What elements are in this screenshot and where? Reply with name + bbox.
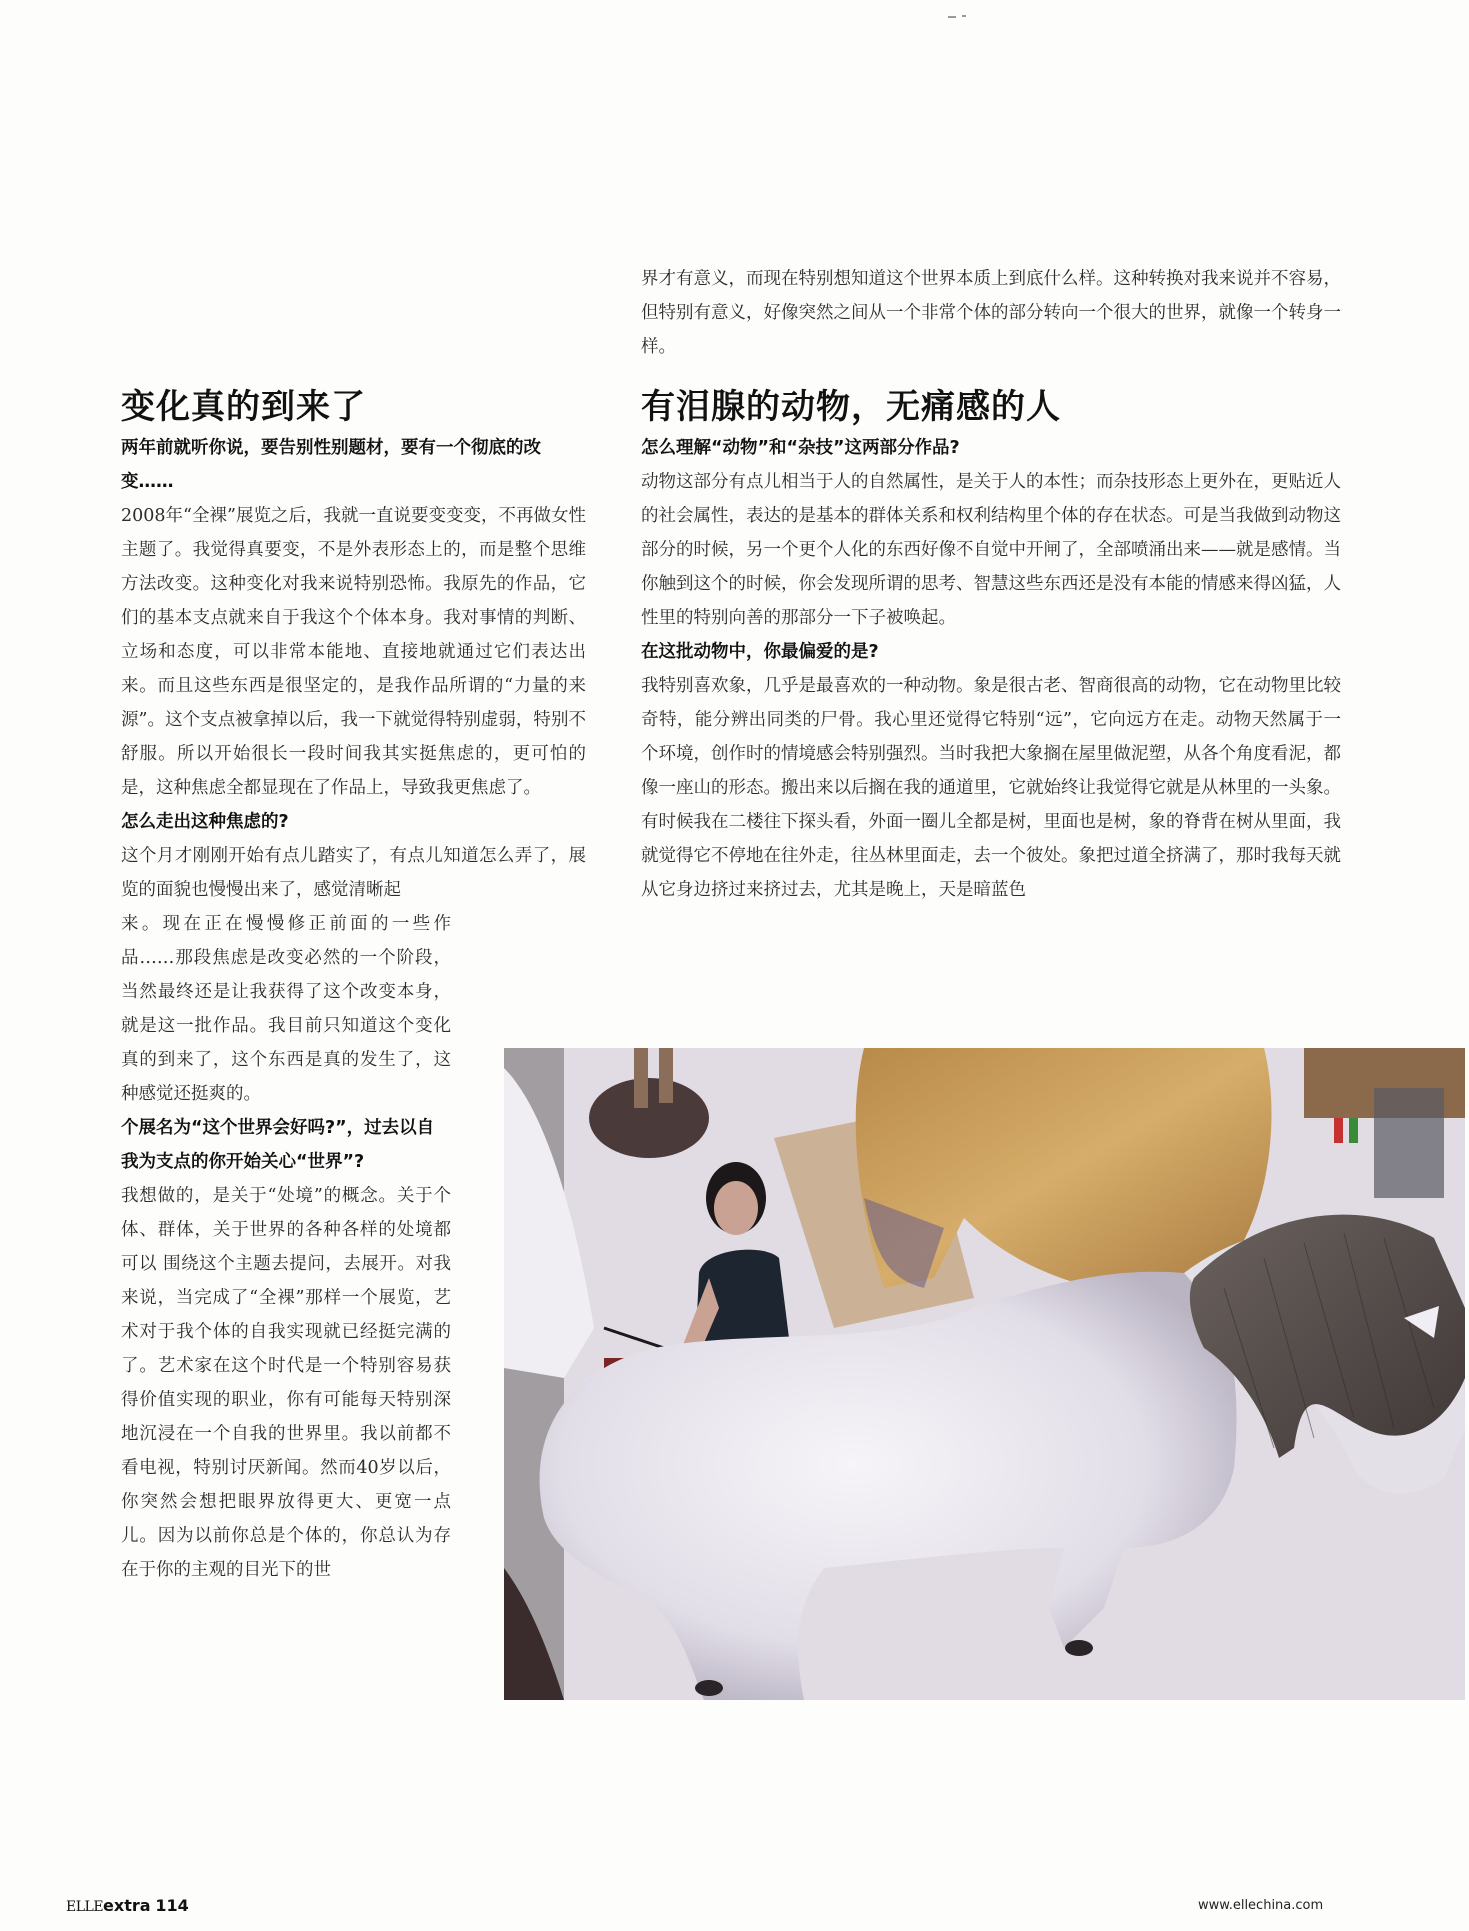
continuation-text-block	[641, 262, 1341, 364]
section-headline: 变化真的到来了	[121, 387, 366, 427]
right-article-column	[641, 385, 1341, 907]
interview-question: 两年前就听你说，要告别性别题材，要有一个彻底的改变……	[121, 438, 541, 492]
interview-question: 怎么走出这种焦虑的?	[121, 812, 289, 832]
horse-sculpture-illustration	[504, 1048, 1465, 1700]
scan-speck	[962, 15, 966, 17]
interview-answer-continued: 来。现在正在慢慢修正前面的一些作品……那段焦虑是改变必然的一个阶段，当然最终还是让我获得了这个改变本身，就是这一批作品。我目前只知道这个变化真的到来了，这个东西是真的发生了，这种感觉还挺爽的。	[121, 914, 451, 1104]
interview-answer: 我想做的，是关于“处境”的概念。关于个体、群体，关于世界的各种各样的处境都可以 围绕这个主题去提问，去展开。对我来说，当完成了“全裸”那样一个展览，艺术对于我个体的自我实现就已经挺完满的了。艺术家在这个时代是一个特别容易获得价值实现的职业，你有可能每天特别深地沉浸在一个自我的世界里。我以前都不看电视，特别讨厌新闻。然而40岁以后，你突然会想把眼界放得更大、更宽一点儿。因为以前你总是个体的，你总认为存在于你的主观的目光下的世	[121, 1186, 451, 1580]
interview-answer: 2008年“全裸”展览之后，我就一直说要变变变，不再做女性主题了。我觉得真要变，不是外表形态上的，而是整个思维方法改变。这种变化对我来说特别恐怖。我原先的作品，它们的基本支点就来自于我这个个体本身。我对事情的判断、立场和态度，可以非常本能地、直接地就通过它们表达出来。而且这些东西是很坚定的，是我作品所谓的“力量的来源”。这个支点被拿掉以后，我一下就觉得特别虚弱，特别不舒服。所以开始很长一段时间我其实挺焦虑的，更可怕的是，这种焦虑全都显现在了作品上，导致我更焦虑了。	[121, 506, 586, 798]
interview-answer: 我特别喜欢象，几乎是最喜欢的一种动物。象是很古老、智商很高的动物，它在动物里比较奇特，能分辨出同类的尸骨。我心里还觉得它特别“远”，它向远方在走。动物天然属于一个环境，创作时的情境感会特别强烈。当时我把大象搁在屋里做泥塑，从各个角度看泥，都像一座山的形态。搬出来以后搁在我的通道里，它就始终让我觉得它就是从林里的一头象。有时候我在二楼往下探头看，外面一圈儿全都是树，里面也是树，象的脊背在树从里面，我就觉得它不停地在往外走，往丛林里面走，去一个彼处。象把过道全挤满了，那时我每天就从它身边挤过来挤过去，尤其是晚上，天是暗蓝色	[641, 676, 1341, 900]
section-name: extra	[103, 1896, 151, 1915]
interview-answer: 这个月才刚刚开始有点儿踏实了，有点儿知道怎么弄了，展览的面貌也慢慢出来了，感觉清晰起	[121, 846, 586, 900]
page-number: 114	[155, 1896, 189, 1915]
interview-question: 个展名为“这个世界会好吗?”，过去以自我为支点的你开始关心“世界”?	[121, 1118, 435, 1172]
interview-question: 怎么理解“动物”和“杂技”这两部分作品?	[641, 438, 960, 458]
studio-photo	[504, 1048, 1465, 1700]
section-headline: 有泪腺的动物，无痛感的人	[641, 387, 1061, 427]
website-url[interactable]: www.ellechina.com	[1198, 1898, 1324, 1913]
brand-logo: ELLE	[66, 1899, 104, 1915]
interview-answer: 动物这部分有点儿相当于人的自然属性，是关于人的本性；而杂技形态上更外在，更贴近人的社会属性，表达的是基本的群体关系和权利结构里个体的存在状态。可是当我做到动物这部分的时候，另一个更个人化的东西好像不自觉中开闸了，全部喷涌出来——就是感情。当你触到这个的时候，你会发现所谓的思考、智慧这些东西还是没有本能的情感来得凶猛，人性里的特别向善的那部分一下子被唤起。	[641, 472, 1341, 628]
scan-speck	[948, 16, 956, 18]
interview-question: 在这批动物中，你最偏爱的是?	[641, 642, 879, 662]
continuation-paragraph: 界才有意义，而现在特别想知道这个世界本质上到底什么样。这种转换对我来说并不容易，但特别有意义，好像突然之间从一个非常个体的部分转向一个很大的世界，就像一个转身一样。	[641, 269, 1341, 357]
page-folio	[66, 1896, 189, 1915]
